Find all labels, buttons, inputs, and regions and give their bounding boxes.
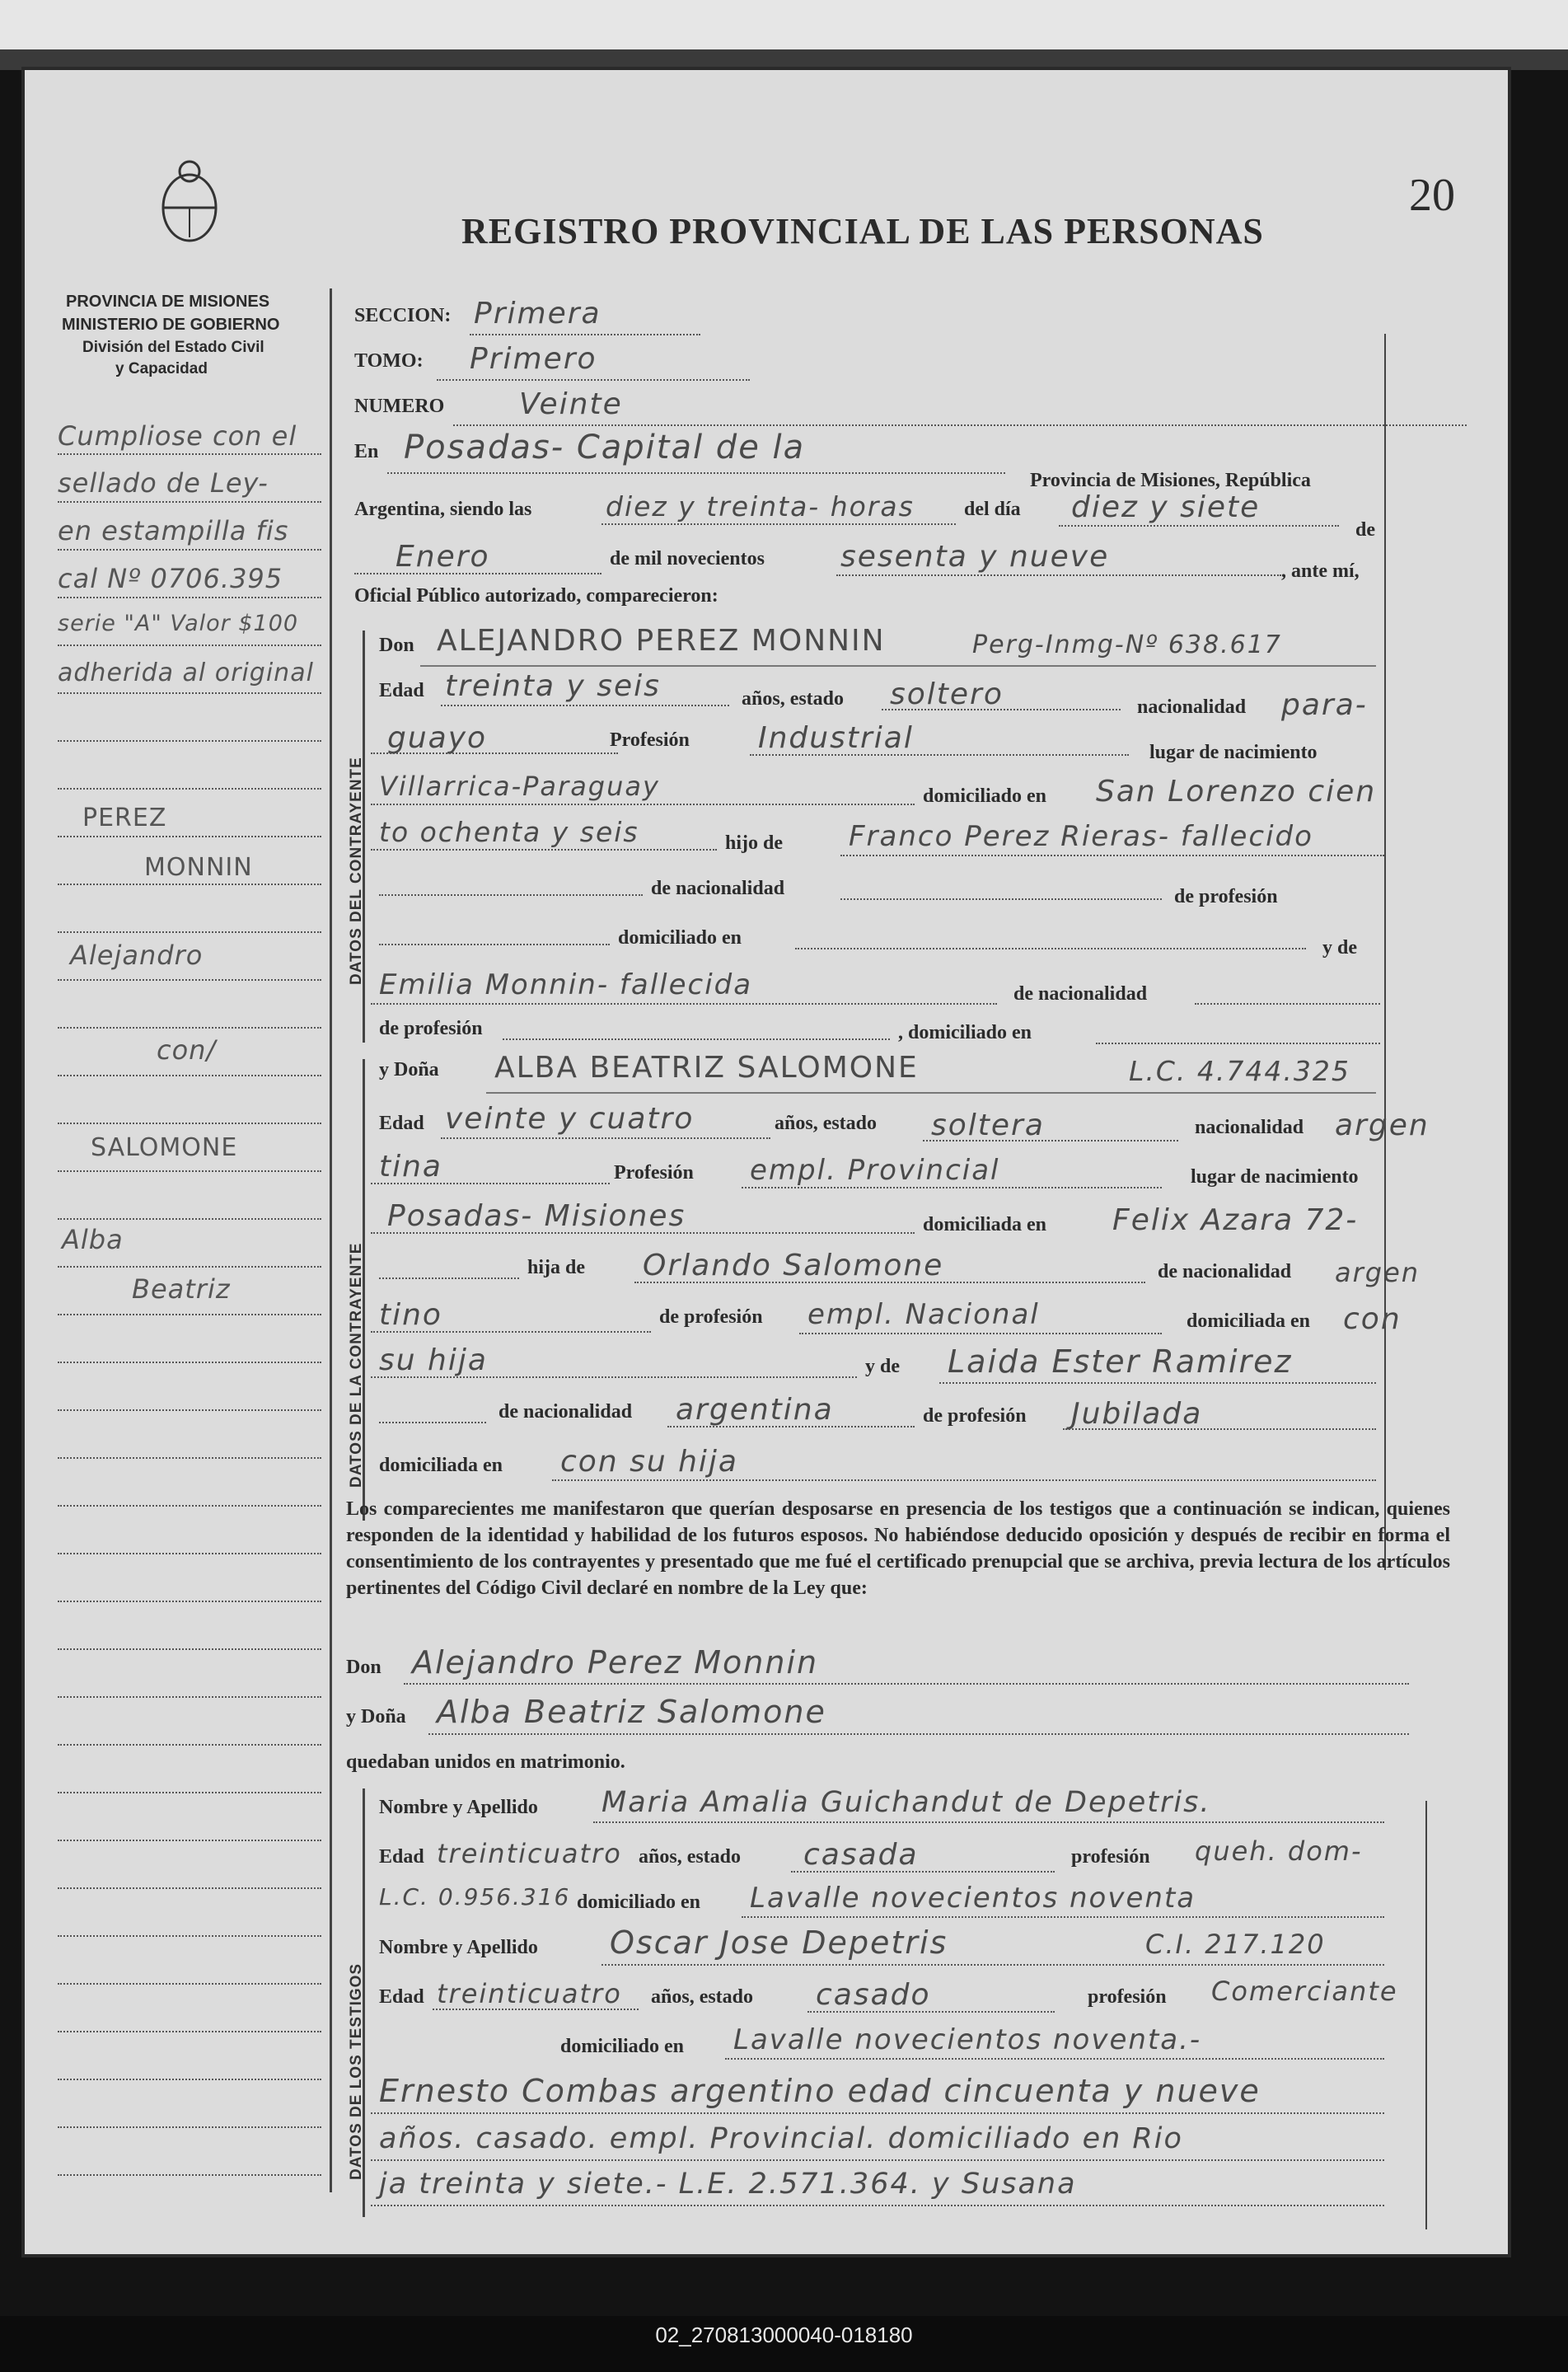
side-label-testigos: DATOS DE LOS TESTIGOS xyxy=(348,1962,365,2180)
decl-dona-value: Alba Beatriz Salomone xyxy=(437,1694,826,1730)
madre2-nac-label: de nacionalidad xyxy=(498,1401,633,1423)
side-label-contrayente-2: DATOS DE LA CONTRAYENTE xyxy=(348,1242,365,1488)
t2-estado-value: casado xyxy=(816,1978,931,2012)
del-dia-label: del día xyxy=(964,499,1021,520)
extra-line-1: Ernesto Combas argentino edad cincuenta y nueve xyxy=(379,2073,1261,2109)
don-nac-label: nacionalidad xyxy=(1137,696,1247,718)
padre2-nac-value-2: tino xyxy=(379,1298,442,1332)
margin-note-1: Cumpliose con el xyxy=(58,420,297,452)
dona-nac-value: argen xyxy=(1335,1109,1430,1142)
padre2-domic-value: con xyxy=(1343,1302,1402,1336)
dona-domic-value: Felix Azara 72- xyxy=(1112,1203,1359,1237)
t2-edad-value: treinticuatro xyxy=(437,1978,622,2009)
coat-of-arms-icon xyxy=(157,157,222,247)
dona-name: ALBA BEATRIZ SALOMONE xyxy=(494,1051,919,1085)
t1-doc-value: L.C. 0.956.316 xyxy=(379,1883,571,1910)
book-top-edge xyxy=(0,0,1568,70)
don-lugar-value: Villarrica-Paraguay xyxy=(379,771,660,802)
don-lugar-label: lugar de nacimiento xyxy=(1149,742,1318,763)
page-title: REGISTRO PROVINCIAL DE LAS PERSONAS xyxy=(461,211,1264,251)
madre2-nac-value: argentina xyxy=(676,1393,834,1427)
lugar-value: Posadas- Capital de la xyxy=(404,429,806,466)
extra-line-3: ja treinta y siete.- L.E. 2.571.364. y Susana xyxy=(379,2168,1077,2201)
madre2-prof-value: Jubilada xyxy=(1071,1397,1203,1431)
padre2-prof-label: de profesión xyxy=(659,1306,763,1328)
margin-note-5: serie "A" Valor $100 xyxy=(58,611,299,636)
oficial-label: Oficial Público autorizado, comparecieron: xyxy=(354,585,718,607)
t1-domic-value: Lavalle novecientos noventa xyxy=(750,1882,1196,1915)
margin-note-4: cal Nº 0706.395 xyxy=(58,563,283,594)
margin-surname-1: PEREZ xyxy=(82,804,167,832)
hijo-de-label: hijo de xyxy=(725,832,784,854)
don-nac-value-2: guayo xyxy=(387,721,488,755)
en-label: En xyxy=(354,441,379,462)
margin-note-2: sellado de Ley- xyxy=(58,467,269,499)
dona-estado-value: soltera xyxy=(931,1109,1045,1142)
margin-note-6: adherida al original xyxy=(58,659,314,687)
don-label: Don xyxy=(379,635,414,656)
madre2-prof-label: de profesión xyxy=(923,1405,1027,1427)
ministry-name: MINISTERIO DE GOBIERNO xyxy=(62,316,280,334)
ante-mi-label: , ante mí, xyxy=(1281,560,1360,582)
t1-prof-value: queh. dom- xyxy=(1195,1835,1363,1867)
dona-nac-label: nacionalidad xyxy=(1195,1117,1304,1138)
don-edad-label: Edad xyxy=(379,680,424,701)
padre2-value: Orlando Salomone xyxy=(643,1249,944,1282)
don-domic-label: domiciliado en xyxy=(923,785,1047,807)
dona-prof-value: empl. Provincial xyxy=(750,1154,1000,1187)
don-name: ALEJANDRO PEREZ MONNIN xyxy=(437,624,886,658)
decl-don-label: Don xyxy=(346,1657,381,1678)
padre2-domic-value-2: su hija xyxy=(379,1343,488,1377)
don-prof-label: Profesión xyxy=(610,729,690,751)
t2-estado-label: años, estado xyxy=(651,1986,754,2008)
padre2-prof-value: empl. Nacional xyxy=(807,1298,1040,1331)
don-estado-value: soltero xyxy=(890,677,1004,711)
margin-con: con/ xyxy=(157,1034,217,1066)
anio-value: sesenta y nueve xyxy=(840,540,1110,574)
padre2-nac-value: argen xyxy=(1335,1257,1421,1288)
t1-estado-label: años, estado xyxy=(639,1846,742,1868)
margin-surname-2: MONNIN xyxy=(144,853,253,882)
seccion-label: SECCION: xyxy=(354,305,452,326)
numero-value: Veinte xyxy=(519,387,623,421)
y-de-label: y de xyxy=(1322,937,1357,959)
decl-don-value: Alejandro Perez Monnin xyxy=(412,1644,819,1681)
page-number: 20 xyxy=(1409,170,1455,221)
padre-domic-label: domiciliado en xyxy=(618,927,742,949)
dona-edad-value: veinte y cuatro xyxy=(445,1102,695,1136)
don-estado-label: años, estado xyxy=(742,688,845,710)
t2-prof-label: profesión xyxy=(1088,1986,1167,2008)
t1-nombre-label: Nombre y Apellido xyxy=(379,1797,538,1818)
t2-prof-value: Comerciante xyxy=(1211,1976,1398,2007)
register-page xyxy=(25,70,1508,2254)
madre-value: Emilia Monnin- fallecida xyxy=(379,968,753,1001)
numero-label: NUMERO xyxy=(354,396,445,417)
hora-value: diez y treinta- horas xyxy=(606,490,915,523)
dona-label: y Doña xyxy=(379,1059,439,1081)
dona-prof-label: Profesión xyxy=(614,1162,694,1184)
y-de-label-2: y de xyxy=(865,1356,900,1377)
province-name: PROVINCIA DE MISIONES xyxy=(66,293,270,311)
don-domic-value: San Lorenzo cien xyxy=(1096,775,1377,809)
dona-document: L.C. 4.744.325 xyxy=(1129,1055,1350,1087)
t2-edad-label: Edad xyxy=(379,1986,424,2008)
margin-surname-3: SALOMONE xyxy=(91,1133,238,1162)
tomo-label: TOMO: xyxy=(354,350,424,372)
madre2-domic-label: domiciliada en xyxy=(379,1455,503,1476)
don-document: Perg-Inmg-Nº 638.617 xyxy=(972,631,1282,659)
don-prof-value: Industrial xyxy=(758,721,914,755)
declaration-paragraph: Los comparecientes me manifestaron que querían desposarse en presencia de los testigos que a continuación se indican, quienes responden de la identidad y habilidad de los futuros esposos. No habiéndose deducido oposición y después de recibir en forma el consentimiento de los contrayentes y presentado que me fué el certificado prenupcial que se archiva, previa lectura de los artículos pertinentes del Código Civil declaré en nombre de la Ley que: xyxy=(346,1498,1450,1599)
padre-prof-label: de profesión xyxy=(1174,886,1278,907)
margin-firstname: Alejandro xyxy=(70,940,204,971)
t1-edad-label: Edad xyxy=(379,1846,424,1868)
margin-firstname-3: Beatriz xyxy=(132,1273,231,1305)
margin-note-3: en estampilla fis xyxy=(58,515,289,546)
extra-line-2: años. casado. empl. Provincial. domiciliado en Rio xyxy=(379,2122,1183,2155)
de-label: de xyxy=(1355,519,1375,541)
tomo-value: Primero xyxy=(470,342,597,376)
t1-nombre-value: Maria Amalia Guichandut de Depetris. xyxy=(601,1786,1211,1819)
dia-value: diez y siete xyxy=(1071,490,1261,524)
dona-estado-label: años, estado xyxy=(775,1113,878,1134)
de-mil-label: de mil novecientos xyxy=(610,548,765,570)
padre2-domic-label: domiciliada en xyxy=(1187,1310,1311,1332)
division-name: División del Estado Civil xyxy=(82,339,264,356)
hija-de-label: hija de xyxy=(527,1257,586,1278)
madre-prof-label: de profesión xyxy=(379,1018,483,1039)
t2-doc-value: C.I. 217.120 xyxy=(1145,1929,1326,1960)
mes-value: Enero xyxy=(396,540,490,574)
t1-domic-label: domiciliado en xyxy=(577,1892,701,1913)
dona-domic-label: domiciliada en xyxy=(923,1214,1047,1235)
don-nac-value: para- xyxy=(1281,688,1368,722)
t1-edad-value: treinticuatro xyxy=(437,1838,622,1869)
t1-estado-value: casada xyxy=(803,1838,919,1872)
dona-edad-label: Edad xyxy=(379,1113,424,1134)
t2-domic-value: Lavalle novecientos noventa.- xyxy=(733,2023,1202,2056)
margin-firstname-2: Alba xyxy=(62,1224,124,1255)
padre2-nac-label: de nacionalidad xyxy=(1158,1261,1292,1282)
seccion-value: Primera xyxy=(474,297,601,330)
padre-value: Franco Perez Rieras- fallecido xyxy=(849,820,1313,853)
padre-nac-label: de nacionalidad xyxy=(651,878,785,899)
t2-domic-label: domiciliado en xyxy=(560,2036,685,2057)
dona-nac-value-2: tina xyxy=(379,1150,442,1184)
siendo-label: Argentina, siendo las xyxy=(354,499,532,520)
image-caption: 02_270813000040-018180 xyxy=(655,2323,913,2347)
quedaban-label: quedaban unidos en matrimonio. xyxy=(346,1751,625,1773)
madre-nac-label: de nacionalidad xyxy=(1013,983,1148,1005)
decl-dona-label: y Doña xyxy=(346,1706,406,1727)
t1-prof-label: profesión xyxy=(1071,1846,1150,1868)
t2-nombre-label: Nombre y Apellido xyxy=(379,1937,538,1958)
don-domic-value-2: to ochenta y seis xyxy=(379,816,639,848)
madre2-domic-value: con su hija xyxy=(560,1445,738,1479)
madre2-value: Laida Ester Ramirez xyxy=(948,1343,1293,1380)
dona-lugar-value: Posadas- Misiones xyxy=(387,1199,686,1233)
madre-domic-label: , domiciliado en xyxy=(898,1022,1032,1043)
side-label-contrayente: DATOS DEL CONTRAYENTE xyxy=(348,757,365,985)
dona-lugar-label: lugar de nacimiento xyxy=(1191,1166,1359,1188)
provincia-label: Provincia de Misiones, República xyxy=(1030,470,1311,491)
don-edad-value: treinta y seis xyxy=(445,669,661,703)
t2-nombre-value: Oscar Jose Depetris xyxy=(610,1924,948,1961)
division-name-2: y Capacidad xyxy=(115,360,208,377)
